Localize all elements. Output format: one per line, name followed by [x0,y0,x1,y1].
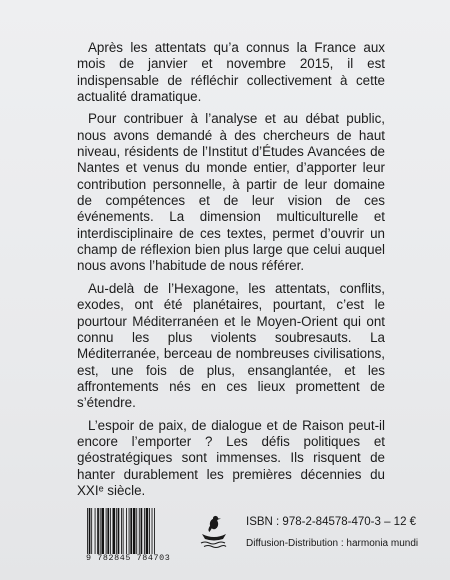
barcode-bar [107,508,109,554]
barcode-bar [113,508,116,554]
barcode-bar [149,508,150,554]
barcode-bar [139,508,140,554]
barcode-bar [87,508,88,554]
barcode-bar [133,508,136,554]
barcode-bar [130,508,132,554]
barcode-bar [126,508,127,554]
barcode-bar [123,508,124,554]
isbn-price: ISBN : 978-2-84578-470-3 – 12 € [246,516,417,528]
barcode-bar [129,508,130,554]
barcode-bar [95,508,96,554]
barcode-bar [118,508,120,554]
barcode-digits: 9 782845 784703 [86,553,171,563]
barcode-bar [146,508,149,554]
paragraph-3: Au-delà de l’Hexagone, les attentats, conflits, exodes, ont été planétaires, pourtant, c’est le pourtour Méditerranéen et le Moyen-Orient qui ont connu les plus violents soubresauts. La Méditerranée, berceau de nombreuses civilisations, est, une fois de plus, ensanglantée, et les affrontements nés en ces lieux promettent de s’étendre. [77,280,385,411]
barcode-bar [91,508,92,554]
blurb-text [77,40,385,505]
barcode-bar [116,508,117,554]
barcode-bar [101,508,104,554]
barcode-bar [121,508,122,554]
barcode-bar [97,508,99,554]
barcode [86,508,180,564]
barcode-bar [141,508,143,554]
distribution: Diffusion-Distribution : harmonia mundi [246,538,419,549]
barcode-bar [89,508,91,554]
paragraph-2: Pour contribuer à l’analyse et au débat public, nous avons demandé à des chercheurs de haut niveau, résidents de l’Institut d’Études Avancées de Nantes et venus du monde entier, d’apporter leur contribution personnelle, à partir de leur domaine de compétences et de leur vision de ces événements. La dimension multiculturelle et interdisciplinaire de ces textes, permet d’ouvrir un champ de réflexion bien plus large que celui auquel nous avons l’habitude de nous référer. [77,111,385,274]
barcode-bar [136,508,137,554]
barcode-bar [144,508,145,554]
paragraph-4: L’espoir de paix, de dialogue et de Raison peut-il encore l’emporter ? Les défis politiques et géostratégiques sont immenses. Ils risquent de hanter durablement les premières décennies du XXIᵉ siècle. [77,417,385,498]
barcode-bar [106,508,107,554]
barcode-bars [86,508,180,554]
barcode-bar [100,508,101,554]
barcode-bar [154,508,155,554]
barcode-bar [152,508,153,554]
bird-on-boat-logo-icon [197,510,231,550]
barcode-bar [110,508,111,554]
paragraph-1: Après les attentats qu’a connus la France aux mois de janvier et novembre 2015, il est indispensable de réfléchir collectivement à cette actualité dramatique. [77,40,385,105]
